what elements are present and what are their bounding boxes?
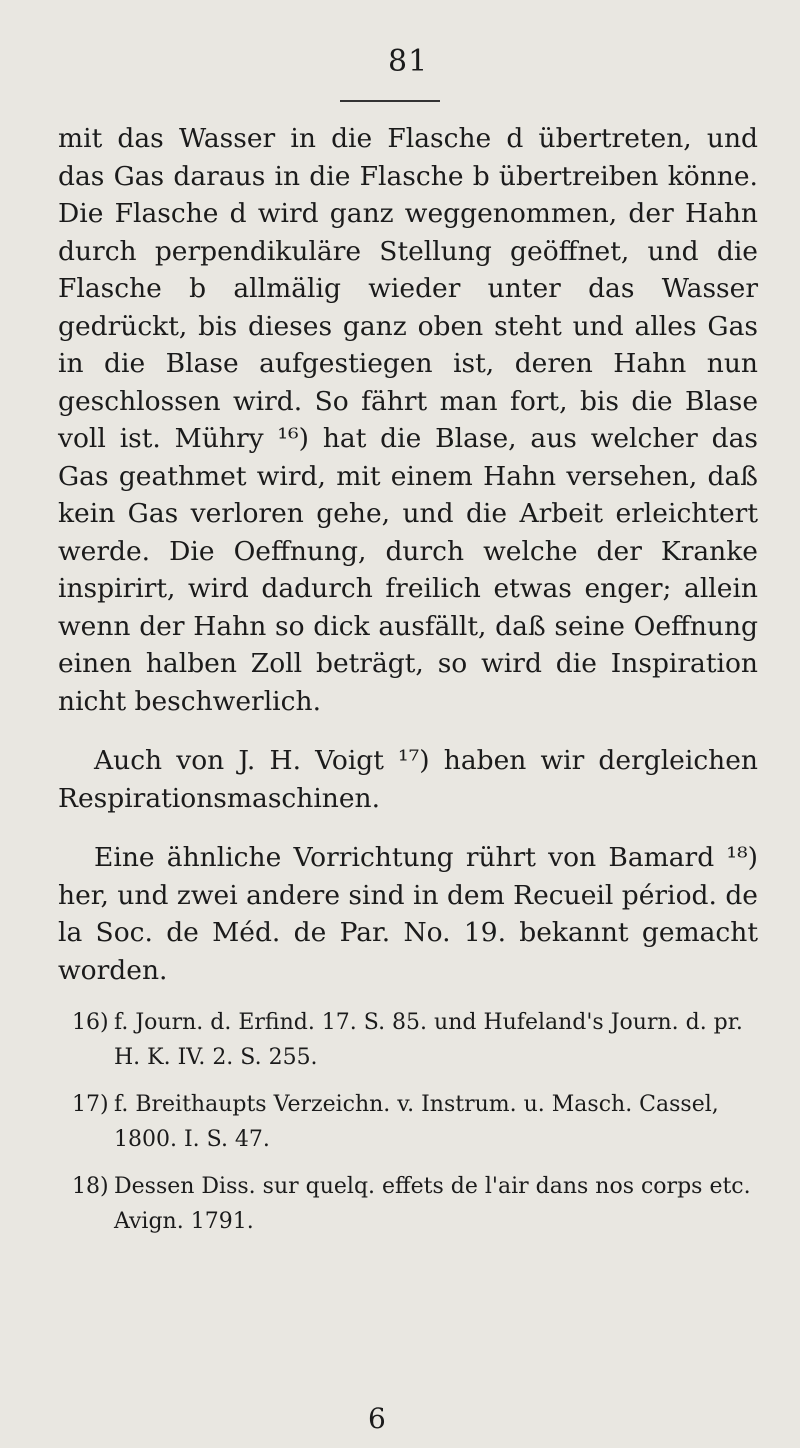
header-rule bbox=[340, 100, 440, 102]
footnote-18 bbox=[72, 1169, 762, 1239]
footnote-number: 16) bbox=[72, 1010, 109, 1035]
footnote-17 bbox=[72, 1087, 762, 1157]
footnote-number: 18) bbox=[72, 1174, 109, 1199]
footnote-16 bbox=[72, 1005, 762, 1075]
signature-mark: 6 bbox=[368, 1402, 386, 1435]
footnote-number: 17) bbox=[72, 1092, 109, 1117]
footnote-text: f. Journ. d. Erfind. 17. S. 85. und Hufeland's Journ. d. pr. H. K. IV. 2. S. 255. bbox=[114, 1010, 743, 1070]
paragraph-3: Eine ähnliche Vorrichtung rührt von Bamard ¹⁸) her, und zwei andere sind in dem Recueil périod. de la Soc. de Méd. de Par. No. 19. bekannt gemacht worden. bbox=[58, 842, 758, 986]
footnote-text: Dessen Diss. sur quelq. effets de l'air dans nos corps etc. Avign. 1791. bbox=[114, 1174, 751, 1234]
paragraph-1: mit das Wasser in die Flasche d übertreten, und das Gas daraus in die Flasche b übertreiben könne. Die Flasche d wird ganz weggenommen, der Hahn durch perpendikuläre Stellung geöffnet, und die Flasche b allmälig wieder unter das Wasser gedrückt, bis dieses ganz oben steht und alles Gas in die Blase aufgestiegen ist, deren Hahn nun geschlossen wird. So fährt man fort, bis die Blase voll ist. Mühry ¹⁶) hat die Blase, aus welcher das Gas geathmet wird, mit einem Hahn versehen, daß kein Gas verloren gehe, und die Arbeit erleichtert werde. Die Oeffnung, durch welche der Kranke inspirirt, wird dadurch freilich etwas enger; allein wenn der Hahn so dick ausfällt, daß seine Oeffnung einen halben Zoll beträgt, so wird die Inspiration nicht beschwerlich. bbox=[58, 123, 758, 717]
footnote-text: f. Breithaupts Verzeichn. v. Instrum. u. Masch. Cassel, 1800. I. S. 47. bbox=[114, 1092, 719, 1152]
paragraph-2: Auch von J. H. Voigt ¹⁷) haben wir dergleichen Respirationsmaschinen. bbox=[58, 745, 758, 814]
page-number: 81 bbox=[388, 44, 429, 79]
main-text bbox=[58, 120, 758, 989]
footnotes bbox=[72, 1005, 762, 1251]
